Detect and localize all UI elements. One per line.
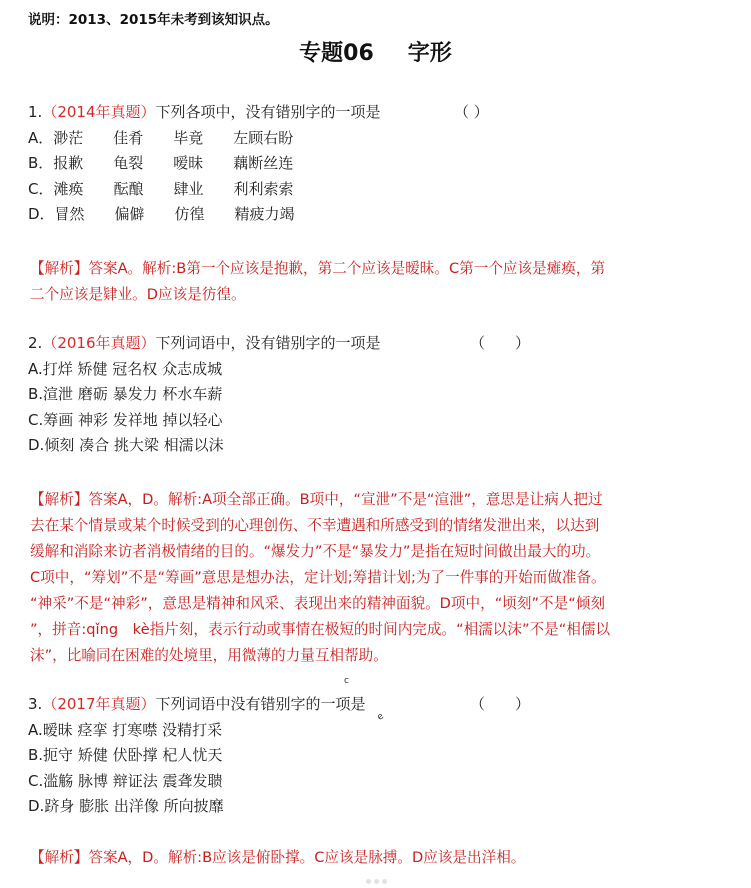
year-tag: （2016年真题） — [42, 334, 156, 352]
question-1 — [28, 100, 381, 228]
answer-blank-2: （ ） — [470, 334, 531, 352]
answer-blank-1: （ ） — [454, 103, 489, 121]
analysis-line: ”，拼音:qǐng kè指片刻，表示行动或事情在极短的时间内完成。“相濡以沫”不是“相儒以 — [30, 621, 611, 638]
analysis-line: C项中，“筹划”不是“筹画”意思是想办法，定计划;筹措计划;为了一件事的开始而做准备。 — [30, 569, 606, 586]
page-dot — [366, 879, 371, 884]
page-dot — [374, 879, 379, 884]
analysis-2 — [30, 487, 730, 669]
question-2 — [28, 331, 381, 459]
analysis-3 — [30, 845, 730, 871]
option-c: C.滥觞 脉博 辩证法 震聋发聩 — [28, 771, 223, 790]
analysis-line: 去在某个情景或某个时候受到的心理创伤、不幸遭遇和所感受到的情绪发泄出来，以达到 — [30, 517, 600, 534]
answer-blank-3: （ ） — [470, 695, 531, 713]
option-d: D.倾刻 凑合 挑大梁 相濡以沫 — [28, 436, 224, 454]
option-b: B.扼守 矫健 伏卧撑 杞人忧天 — [28, 746, 223, 764]
option-b: B．报歉 龟裂 嗳昧 藕断丝连 — [28, 154, 294, 172]
question-text: 下列词语中没有错别字的一项是 — [155, 695, 366, 713]
stray-pen-mark: c — [344, 676, 349, 686]
year-tag: （2014年真题） — [42, 103, 156, 121]
analysis-1 — [30, 256, 730, 308]
option-d: D.跻身 膨胀 出洋像 所向披靡 — [28, 797, 224, 815]
option-c: C．滩痪 酝酿 肆业 利利索索 — [28, 179, 294, 198]
analysis-line: 二个应该是肄业。D应该是彷徨。 — [30, 286, 246, 303]
title-topic-name: 字形 — [407, 41, 452, 66]
question-number: 1. — [28, 103, 43, 121]
option-a: A.打烊 矫健 冠名权 众志成城 — [28, 359, 223, 378]
question-2-stem — [28, 331, 381, 357]
page-title — [0, 36, 751, 67]
title-topic-number: 专题06 — [299, 41, 374, 66]
option-d: D．冒然 偏僻 仿徨 精疲力竭 — [28, 205, 295, 223]
option-b: B.渲泄 磨砺 暴发力 杯水车薪 — [28, 385, 223, 403]
analysis-line: 缓解和消除来访者消极情绪的目的。“爆发力”不是“暴发力”是指在短时间做出最大的功。 — [30, 543, 601, 560]
question-3-stem — [28, 692, 366, 718]
exam-note: 说明：2013、2015年未考到该知识点。 — [28, 12, 279, 28]
analysis-line: 【解析】答案A，D。解析:B应该是俯卧撑。C应该是脉搏。D应该是出洋相。 — [30, 849, 526, 866]
option-a: A.暧昧 痉挛 打寒噤 没精打采 — [28, 720, 223, 739]
question-number: 2. — [28, 334, 43, 352]
question-text: 下列词语中，没有错别字的一项是 — [155, 334, 381, 352]
page-dot — [382, 879, 387, 884]
year-tag: （2017年真题） — [42, 695, 156, 713]
option-c: C.筹画 神彩 发祥地 掉以轻心 — [28, 410, 223, 429]
analysis-line: 沫”，比喻同在困难的处境里，用微薄的力量互相帮助。 — [30, 647, 388, 664]
analysis-line: 【解析】答案A，D。解析:A项全部正确。B项中，“宣泄”不是“渲泄”，意思是让病人把过 — [30, 491, 603, 508]
question-1-stem — [28, 100, 381, 126]
stray-pen-mark: e — [375, 711, 387, 723]
analysis-line: “神采”不是“神彩”，意思是精神和风采、表现出来的精神面貌。D项中，“顷刻”不是“倾刻 — [30, 595, 605, 612]
question-number: 3. — [28, 695, 43, 713]
analysis-line: 【解析】答案A。解析:B第一个应该是抱歉，第二个应该是暧昧。C第一个应该是瘫痪，第 — [30, 260, 606, 277]
question-text: 下列各项中，没有错别字的一项是 — [155, 103, 381, 121]
option-a: A．渺茫 佳肴 毕竟 左顾右盼 — [28, 128, 294, 147]
question-3 — [28, 692, 366, 820]
